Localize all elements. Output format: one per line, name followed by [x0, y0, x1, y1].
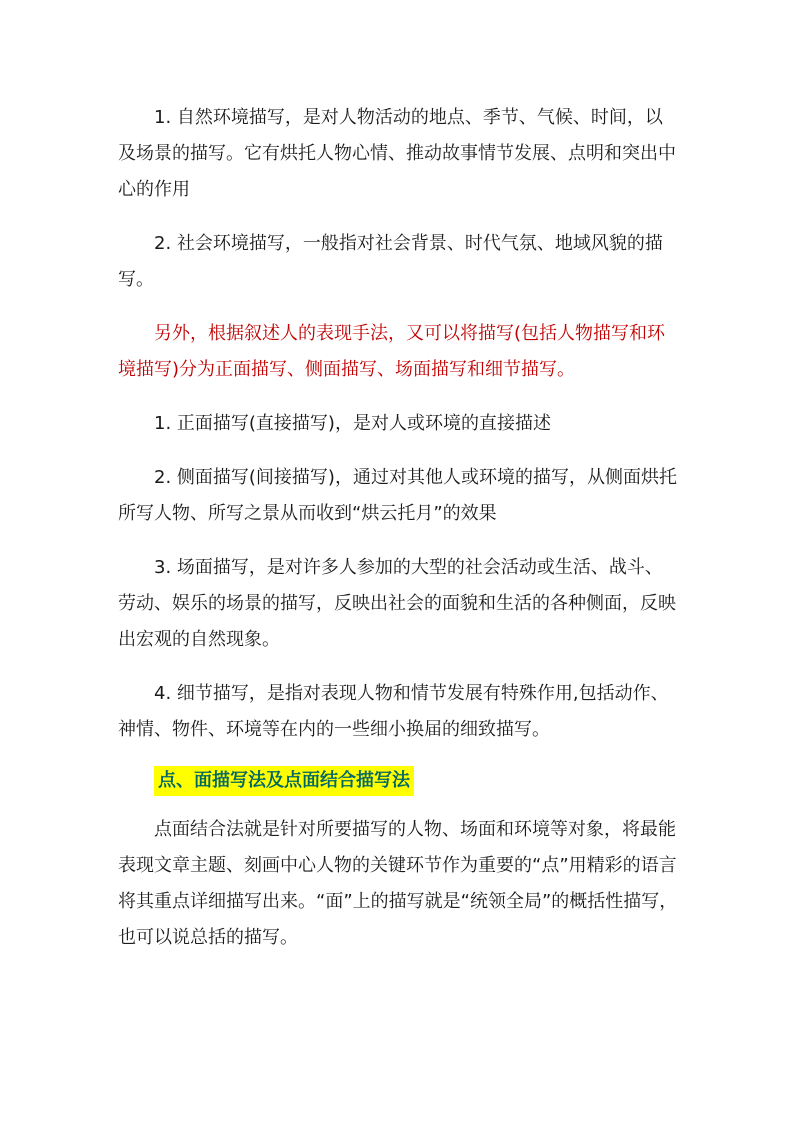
section-heading: 点、面描写法及点面结合描写法 — [154, 766, 414, 796]
document-page — [118, 100, 680, 956]
paragraph-side-description: 2. 侧面描写(间接描写)，通过对其他人或环境的描写，从侧面烘托所写人物、所写之景从而收到“烘云托月”的效果 — [118, 467, 677, 524]
paragraph-detail-description: 4. 细节描写，是指对表现人物和情节发展有特殊作用,包括动作、神情、物件、环境等在内的一些细小换届的细致描写。 — [118, 683, 669, 740]
paragraph-point-surface-method: 点面结合法就是针对所要描写的人物、场面和环境等对象，将最能表现文章主题、刻画中心人物的关键环节作为重要的“点”用精彩的语言将其重点详细描写出来。“面”上的描写就是“统领全局”的概括性描写，也可以说总括的描写。 — [118, 819, 678, 948]
paragraph-natural-environment: 1. 自然环境描写，是对人物活动的地点、季节、气候、时间，以及场景的描写。它有烘托人物心情、推动故事情节发展、点明和突出中心的作用 — [118, 107, 676, 200]
paragraph-social-environment: 2. 社会环境描写，一般指对社会背景、时代气氛、地域风貌的描写。 — [118, 233, 663, 290]
paragraph-description-types-intro: 另外，根据叙述人的表现手法，又可以将描写(包括人物描写和环境描写)分为正面描写、侧面描写、场面描写和细节描写。 — [118, 323, 666, 380]
section-heading-wrapper — [118, 766, 680, 796]
paragraph-front-description: 1. 正面描写(直接描写)，是对人或环境的直接描述 — [154, 413, 551, 434]
paragraph-scene-description: 3. 场面描写，是对许多人参加的大型的社会活动或生活、战斗、劳动、娱乐的场景的描写，反映出社会的面貌和生活的各种侧面，反映出宏观的自然现象。 — [118, 557, 676, 650]
